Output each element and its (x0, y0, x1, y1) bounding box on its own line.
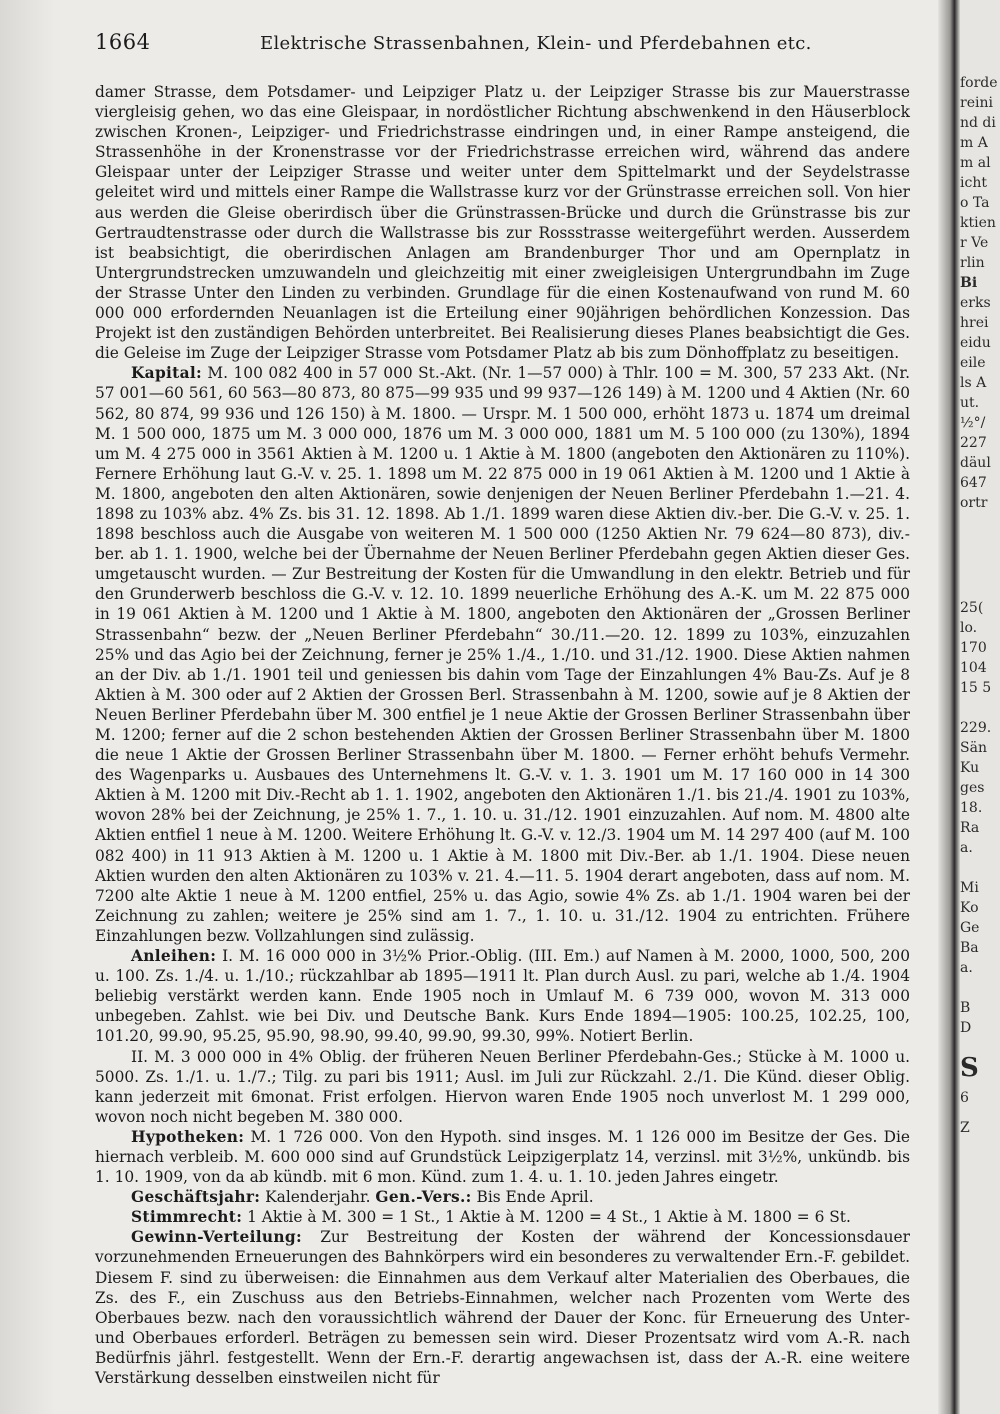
adjacent-page-fragment: o Ta (960, 195, 990, 211)
paragraph-text: I. M. 16 000 000 in 3½% Prior.-Oblig. (III. Em.) auf Namen à M. 2000, 1000, 500, 200 u. 100. Zs. 1./4. u. 1./10.; rückzahlbar ab 1895—1911 lt. Plan durch Ausl. zu pari, welche ab 1./4. 1904 beliebig verstärkt werden kann. Ende 1905 noch in Umlauf M. 6 739 000, wovon M. 313 000 unbegeben. Zahlst. wie bei Div. und Deutsche Bank. Kurs Ende 1894—1905: 100.25, 102.25, 100, 101.20, 99.90, 95.25, 95.90, 98.90, 99.40, 99.90, 99.30, 99%. Notiert Berlin. (95, 947, 910, 1046)
adjacent-page-fragment: ls A (960, 375, 987, 391)
adjacent-page-fragment: däul (960, 455, 991, 471)
paragraph-text: 1 Aktie à M. 300 = 1 St., 1 Aktie à M. 1200 = 4 St., 1 Aktie à M. 1800 = 6 St. (247, 1208, 851, 1227)
paragraph-text: Zur Bestreitung der Kosten der während der Koncessionsdauer vorzunehmenden Erneuerungen des Bahnkörpers wird ein besonderes zu verwaltender Ern.-F. gebildet. Diesem F. sind zu überweisen: die Einnahmen aus dem Verkauf alter Materialien des Oberbaues, die Zs. des F., ein Zuschuss aus den Betriebs-Einnahmen, welcher nach Prozenten vom Werte des Oberbaues bezw. nach den voraussichtlich während der Dauer der Konc. für Erneuerung des Unter- und Oberbaues erforderl. Beträgen zu bemessen sein wird. Dieser Prozentsatz wird vom A.-R. nach Bedürfnis jährl. festgestellt. Wenn der Ern.-F. derartig angewachsen ist, dass der A.-R. eine weitere Verstärkung desselben einstweilen nicht für (95, 1228, 910, 1387)
adjacent-page-fragment: 170 (960, 640, 987, 656)
section-label-hypotheken: Hypotheken: (131, 1127, 245, 1146)
adjacent-page-fragment: Bi (960, 275, 978, 291)
section-label-kapital: Kapital: (131, 364, 202, 383)
adjacent-page-fragment: lo. (960, 620, 978, 636)
section-label-anleihen: Anleihen: (131, 947, 217, 966)
adjacent-page-fragment: 647 (960, 475, 987, 491)
paragraph-hypotheken (95, 1127, 910, 1187)
adjacent-page-fragment: ut. (960, 395, 980, 411)
running-title: Elektrische Strassenbahnen, Klein- und Pferdebahnen etc. (260, 33, 812, 54)
adjacent-page-fragment: hrei (960, 315, 989, 331)
adjacent-page-fragment: 18. (960, 800, 983, 816)
section-label-gen-vers: Gen.-Vers.: (375, 1188, 472, 1207)
running-header (95, 30, 910, 64)
section-label-gewinn-verteilung: Gewinn-Verteilung: (131, 1228, 302, 1247)
adjacent-page-strip (960, 0, 1000, 1414)
page-number: 1664 (95, 30, 151, 54)
adjacent-page-fragment: eidu (960, 335, 991, 351)
adjacent-page-fragment: ½°/ (960, 415, 986, 431)
adjacent-page-fragment: S (960, 1053, 979, 1083)
adjacent-page-fragment: m A (960, 135, 988, 151)
adjacent-page-fragment: 25( (960, 600, 984, 616)
adjacent-page-fragment: Ra (960, 820, 980, 836)
adjacent-page-fragment: ktien (960, 215, 996, 231)
paragraph-projekt (95, 82, 910, 363)
adjacent-page-fragment: nd di (960, 115, 996, 131)
adjacent-page-fragment: a. (960, 840, 973, 856)
adjacent-page-fragment: D (960, 1020, 972, 1036)
adjacent-page-fragment: Ko (960, 900, 979, 916)
adjacent-page-fragment: Ge (960, 920, 980, 936)
section-label-geschaeftsjahr: Geschäftsjahr: (131, 1188, 261, 1207)
paragraph-text: II. M. 3 000 000 in 4% Oblig. der früheren Neuen Berliner Pferdebahn-Ges.; Stücke à M. 1000 u. 5000. Zs. 1./1. u. 1./7.; Tilg. zu pari bis 1911; Ausl. im Juli zur Rückzahl. 2./1. Die Künd. dieser Oblig. kann jederzeit mit 6monat. Frist erfolgen. Hiervon waren Ende 1905 noch unverlost M. 1 299 000, wovon noch nicht begeben M. 380 000. (95, 1047, 910, 1126)
adjacent-page-fragment: forde (960, 75, 998, 91)
paragraph-geschaeftsjahr (95, 1187, 910, 1207)
page-shadow-left (0, 0, 55, 1414)
paragraph-text: M. 1 726 000. Von den Hypoth. sind insges. M. 1 126 000 im Besitze der Ges. Die hiernach verbleib. M. 600 000 sind auf Grundstück Leipzigerplatz 14, verzinsl. mit 3½%, unkündb. bis 1. 10. 1909, von da ab kündb. mit 6 mon. Künd. zum 1. 4. u. 1. 10. jeden Jahres eingetr. (95, 1127, 910, 1187)
paragraph-anleihen-ii (95, 1047, 910, 1127)
paragraph-text: Bis Ende April. (476, 1188, 594, 1207)
paragraph-stimmrecht (95, 1207, 910, 1227)
book-gutter (938, 0, 960, 1414)
adjacent-page-fragment: 229. (960, 720, 992, 736)
adjacent-page-fragment: 104 (960, 660, 987, 676)
adjacent-page-fragment: m al (960, 155, 991, 171)
adjacent-page-fragment: icht (960, 175, 987, 191)
adjacent-page-fragment: Z (960, 1120, 970, 1136)
adjacent-page-fragment: rlin (960, 255, 985, 271)
adjacent-page-fragment: erks (960, 295, 991, 311)
paragraph-text: M. 100 082 400 in 57 000 St.-Akt. (Nr. 1—57 000) à Thlr. 100 = M. 300, 57 233 Akt. (Nr. 57 001—60 561, 60 563—80 873, 80 875—99 935 und 99 937—126 149) à M. 1200 und 4 Aktien (Nr. 60 562, 80 874, 99 936 und 126 150) à M. 1800. — Urspr. M. 1 500 000, erhöht 1873 u. 1874 um dreimal M. 1 500 000, 1875 um M. 3 000 000, 1876 um M. 3 000 000, 1881 um M. 5 100 000 (zu 130%), 1894 um M. 4 275 000 in 3561 Aktien à M. 1200 u. 1 Aktie à M. 1800 (angeboten den Aktionären zu 110%). Fernere Erhöhung laut G.-V. v. 25. 1. 1898 um M. 22 875 000 in 19 061 Aktien à M. 1200 und 1 Aktie à M. 1800, angeboten den alten Aktionären, sowie denjenigen der Neuen Berliner Pferdebahn 1.—21. 4. 1898 zu 103% abz. 4% Zs. bis 31. 12. 1898. Ab 1./1. 1899 waren diese Aktien div.-ber. Die G.-V. v. 25. 1. 1898 beschloss auch die Ausgabe von weiteren M. 1 500 000 (1250 Aktien Nr. 79 624—80 873), div.-ber. ab 1. 1. 1900, welche bei der Übernahme der Neuen Berliner Pferdebahn gegen Aktien dieser Ges. umgetauscht wurden. — Zur Bestreitung der Kosten für die Umwandlung in den elektr. Betrieb und für den Grunderwerb beschloss die G.-V. v. 12. 10. 1899 neuerliche Erhöhung des A.-K. um M. 22 875 000 in 19 061 Aktien à M. 1200 und 1 Aktie à M. 1800, angeboten den Aktionären der „Grossen Berliner Strassenbahn“ bezw. der „Neuen Berliner Pferdebahn“ 30./11.—20. 12. 1899 zu 103%, einzuzahlen 25% und das Agio bei der Zeichnung, ferner je 25% 1./4., 1./10. und 31./12. 1900. Diese Aktien nahmen an der Div. ab 1./1. 1901 teil und geniessen bis dahin vom Tage der Einzahlungen 4% Bau-Zs. Auf je 8 Aktien à M. 300 oder auf 2 Aktien der Grossen Berl. Strassenbahn à M. 1200, sowie auf je 8 Aktien der Neuen Berliner Pferdebahn über M. 300 entfiel je 1 neue Aktie der Grossen Berliner Strassenbahn über M. 1200; ferner auf die 2 schon bestehenden Aktien der Grossen Berliner Strassenbahn über M. 1800 die neue 1 Aktie der Grossen Berliner Strassenbahn über M. 1800. — Ferner erhöht behufs Vermehr. des Wagenparks u. Ausbaues des Unternehmens lt. G.-V. v. 1. 3. 1901 um M. 17 160 000 in 14 300 Aktien à M. 1200 mit Div.-Recht ab 1. 1. 1902, angeboten den Aktionären 1./1. bis 21./4. 1901 zu 103%, wovon 28% bei der Zeichnung, je 25% 1. 7., 1. 10. u. 31./12. 1901 einzuzahlen. Auf nom. M. 4800 alte Aktien entfiel 1 neue à M. 1200. Weitere Erhöhung lt. G.-V. v. 12./3. 1904 um M. 14 297 400 (auf M. 100 082 400) in 11 913 Aktien à M. 1200 u. 1 Aktie à M. 1800 mit Div.-Ber. ab 1./1. 1904. Diese neuen Aktien wurden den alten Aktionären zu 103% v. 21. 4.—11. 5. 1904 derart angeboten, dass auf nom. M. 7200 alte Aktie 1 neue à M. 1200 entfiel, 25% u. das Agio, sowie 4% Zs. ab 1./1. 1904 waren bei der Zeichnung zu zahlen; weitere je 25% sind am 1. 7., 1. 10. u. 31./12. 1904 zu entrichten. Frühere Einzahlungen bezw. Vollzahlungen sind zulässig. (95, 364, 910, 945)
adjacent-page-fragment: reini (960, 95, 993, 111)
adjacent-page-fragment: B (960, 1000, 971, 1016)
adjacent-page-fragment: Ba (960, 940, 979, 956)
document-page (95, 30, 910, 1388)
adjacent-page-fragment: ges (960, 780, 985, 796)
paragraph-text: damer Strasse, dem Potsdamer- und Leipziger Platz u. der Leipziger Strasse bis zur Mauerstrasse viergleisig gehen, wo das eine Gleispaar, in nordöstlicher Richtung abschwenkend in den Häuserblock zwischen Kronen-, Leipziger- und Friedrichstrasse eindringen und, in einer Rampe ansteigend, die Strassenhöhe in der Kronenstrasse vor der Friedrichstrasse erreichen wird, während das andere Gleispaar unter der Leipziger Strasse und weiter unter dem Spittelmarkt und der Seydelstrasse geleitet wird und mittels einer Rampe die Wallstrasse kurz vor der Grünstrasse erreichen soll. Von hier aus werden die Gleise oberirdisch über die Grünstrassen-Brücke und durch die Grünstrasse bis zur Gertraudtenstrasse oder durch die Wallstrasse bis zur Rossstrasse weitergeführt werden. Ausserdem ist beabsichtigt, die oberirdischen Anlagen am Brandenburger Thor und am Opernplatz in Untergrundstrecken umzuwandeln und gleichzeitig mit einer zweigleisigen Untergrundbahn im Zuge der Strasse Unter den Linden zu verbinden. Grundlage für die einen Kostenaufwand von rund M. 60 000 000 erfordernden Neuanlagen ist die Erteilung einer 90jährigen behördlichen Konzession. Das Projekt ist den zuständigen Behörden unterbreitet. Bei Realisierung dieses Planes beabsichtigt die Ges. die Geleise im Zuge der Leipziger Strasse vom Potsdamer Platz ab bis zum Dönhoffplatz zu beseitigen. (95, 83, 910, 363)
adjacent-page-fragment: a. (960, 960, 973, 976)
body-text (95, 82, 910, 1388)
adjacent-page-fragment: Ku (960, 760, 980, 776)
paragraph-kapital (95, 363, 910, 946)
adjacent-page-fragment: ortr (960, 495, 988, 511)
adjacent-page-fragment: 15 5 (960, 680, 992, 696)
adjacent-page-fragment: 227 (960, 435, 987, 451)
adjacent-page-fragment: Sän (960, 740, 987, 756)
adjacent-page-fragment: eile (960, 355, 986, 371)
adjacent-page-fragment: 6 (960, 1090, 969, 1106)
adjacent-page-fragment: Mi (960, 880, 979, 896)
paragraph-gewinn-verteilung (95, 1227, 910, 1388)
paragraph-text: Kalenderjahr. (265, 1188, 371, 1207)
section-label-stimmrecht: Stimmrecht: (131, 1208, 243, 1227)
paragraph-anleihen (95, 946, 910, 1046)
adjacent-page-fragment: r Ve (960, 235, 989, 251)
